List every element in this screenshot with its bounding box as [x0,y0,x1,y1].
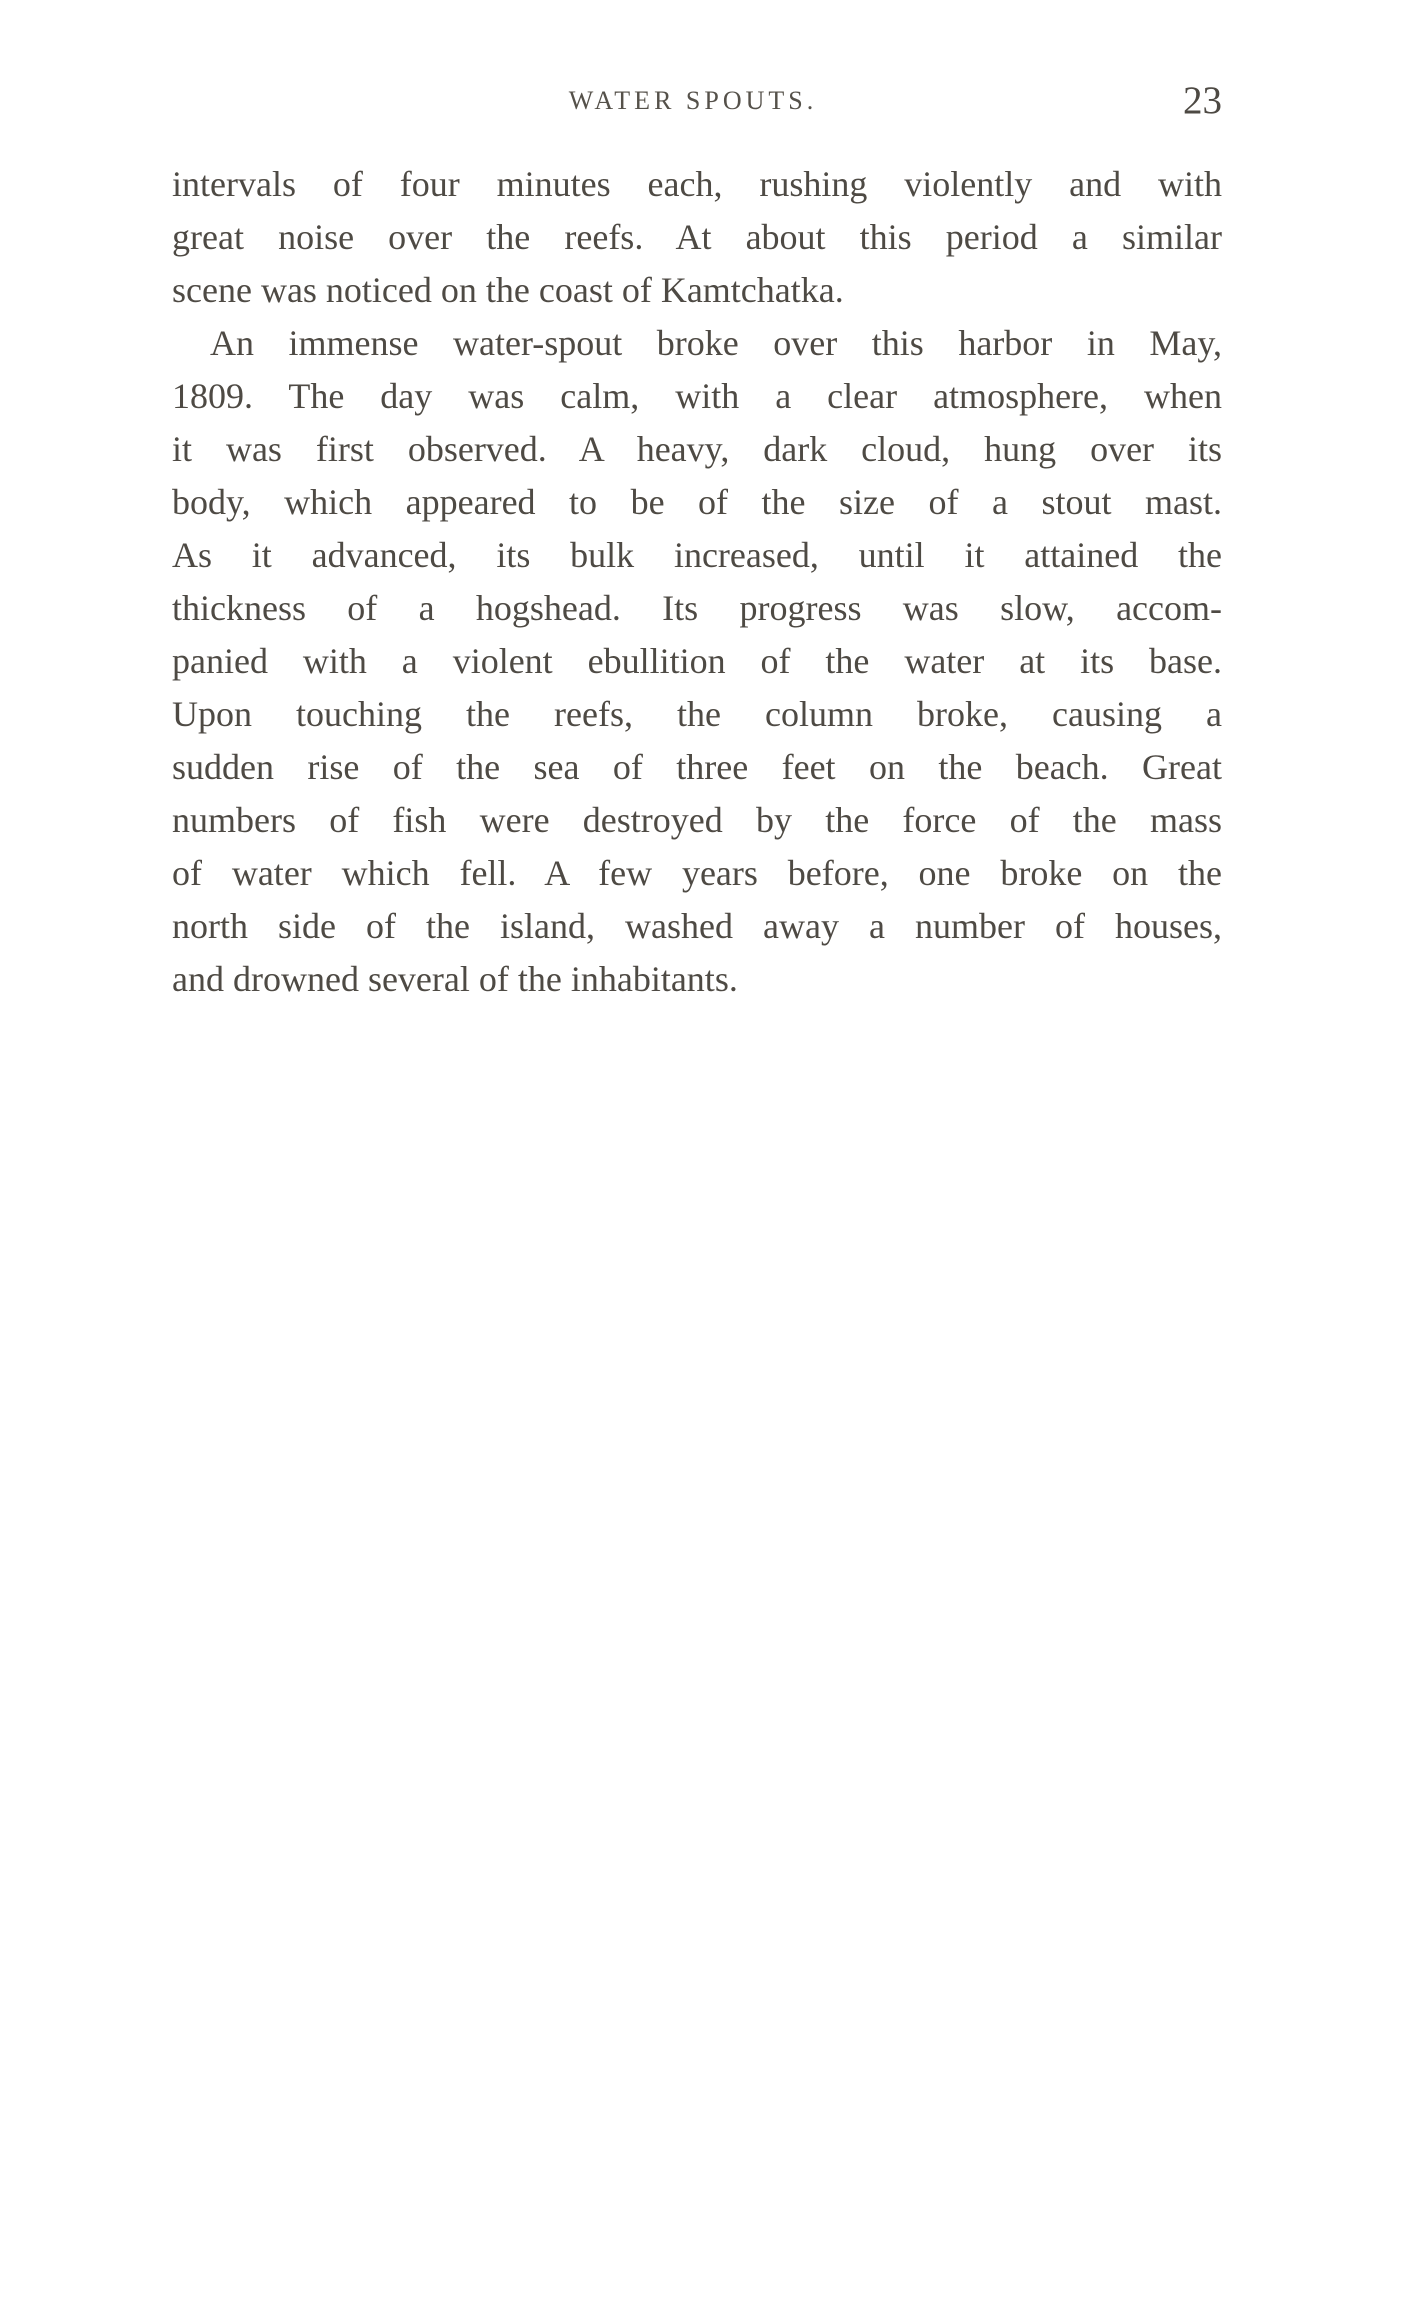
text-line: numbers of fish were destroyed by the force of the mass [172,800,1222,840]
text-line: scene was noticed on the coast of Kamtchatka. [172,270,844,310]
text-line: it was first observed. A heavy, dark cloud, hung over its [172,429,1222,469]
text-line: body, which appeared to be of the size of a stout mast. [172,482,1222,522]
body-text [172,158,1222,1006]
text-line: and drowned several of the inhabitants. [172,959,738,999]
text-line: As it advanced, its bulk increased, until it attained the [172,535,1222,575]
page-number: 23 [1183,79,1222,122]
text-line: north side of the island, washed away a number of houses, [172,906,1222,946]
text-line: An immense water-spout broke over this harbor in May, [210,323,1222,363]
text-line: panied with a violent ebullition of the water at its base. [172,641,1222,681]
running-head [172,78,1222,128]
text-line: intervals of four minutes each, rushing violently and with [172,164,1222,204]
paragraph [172,158,1222,317]
text-line: great noise over the reefs. At about this period a similar [172,217,1222,257]
running-title: WATER SPOUTS. [568,86,818,115]
text-line: sudden rise of the sea of three feet on the beach. Great [172,747,1222,787]
text-line: thickness of a hogshead. Its progress was slow, accom- [172,588,1222,628]
text-line: 1809. The day was calm, with a clear atmosphere, when [172,376,1222,416]
paragraph [172,317,1222,1006]
text-line: of water which fell. A few years before, one broke on the [172,853,1222,893]
text-line: Upon touching the reefs, the column broke, causing a [172,694,1222,734]
